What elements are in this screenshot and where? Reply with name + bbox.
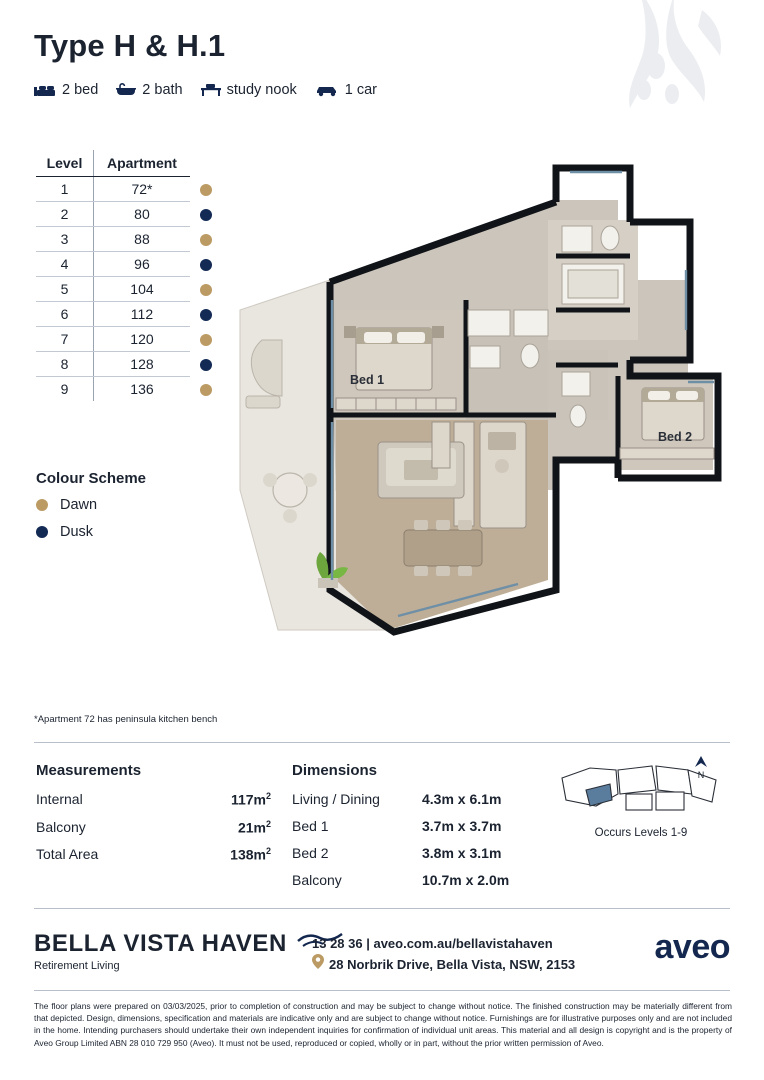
cell-apartment: 128 bbox=[93, 352, 190, 377]
dimension-value: 3.7m x 3.7m bbox=[422, 818, 502, 834]
page-title: Type H & H.1 bbox=[34, 28, 226, 63]
key-plan bbox=[552, 760, 730, 839]
room-label-bed1: Bed 1 bbox=[350, 373, 385, 387]
measurement-row-balcony bbox=[36, 819, 271, 836]
table-row bbox=[36, 177, 216, 202]
cell-apartment: 112 bbox=[93, 302, 190, 327]
table-row bbox=[36, 302, 216, 327]
legend-item-dusk bbox=[36, 524, 236, 540]
contact-phone-web[interactable]: 13 28 36 | aveo.com.au/bellavistahaven bbox=[312, 936, 553, 951]
car-icon bbox=[315, 83, 339, 97]
table-row bbox=[36, 277, 216, 302]
scheme-dot-dawn-icon bbox=[200, 184, 212, 196]
spec-car bbox=[315, 82, 377, 98]
cell-apartment: 88 bbox=[93, 227, 190, 252]
table-row bbox=[36, 202, 216, 227]
cell-apartment: 80 bbox=[93, 202, 190, 227]
dimension-label: Bed 1 bbox=[292, 818, 329, 834]
cell-level: 1 bbox=[36, 177, 93, 202]
cell-apartment: 96 bbox=[93, 252, 190, 277]
column-header-level: Level bbox=[36, 150, 93, 177]
location-pin-icon bbox=[312, 954, 324, 975]
column-header-apartment: Apartment bbox=[93, 150, 190, 177]
cell-scheme-dot bbox=[190, 252, 216, 277]
scheme-dot-dusk-icon bbox=[200, 309, 212, 321]
cell-scheme-dot bbox=[190, 177, 216, 202]
dimension-row-living bbox=[292, 791, 532, 807]
north-indicator bbox=[690, 756, 712, 780]
scheme-dot-dawn-icon bbox=[200, 384, 212, 396]
cell-apartment: 72* bbox=[93, 177, 190, 202]
bath-icon bbox=[116, 83, 136, 97]
brand-tagline: Retirement Living bbox=[34, 960, 120, 972]
cell-apartment: 136 bbox=[93, 377, 190, 402]
scheme-dot-dusk-icon bbox=[200, 259, 212, 271]
cell-level: 4 bbox=[36, 252, 93, 277]
spec-bath-label: 2 bath bbox=[142, 82, 183, 98]
cell-apartment: 104 bbox=[93, 277, 190, 302]
dimension-row-bed1 bbox=[292, 818, 532, 834]
floorplan-svg bbox=[218, 160, 738, 660]
cell-scheme-dot bbox=[190, 277, 216, 302]
legend-dot-dusk-icon bbox=[36, 526, 48, 538]
measurement-label: Total Area bbox=[36, 846, 99, 863]
brand-name: BELLA VISTA HAVEN bbox=[34, 930, 287, 957]
scheme-dot-dawn-icon bbox=[200, 284, 212, 296]
measurements-title: Measurements bbox=[36, 762, 142, 779]
cell-level: 6 bbox=[36, 302, 93, 327]
legend-label-dawn: Dawn bbox=[60, 497, 98, 513]
table-row bbox=[36, 227, 216, 252]
divider-footer-top bbox=[34, 908, 730, 909]
dimension-value: 10.7m x 2.0m bbox=[422, 872, 510, 888]
cell-level: 8 bbox=[36, 352, 93, 377]
spec-car-label: 1 car bbox=[344, 82, 378, 98]
measurement-unit: 2 bbox=[265, 818, 271, 829]
divider-top bbox=[34, 742, 730, 743]
cell-level: 3 bbox=[36, 227, 93, 252]
measurement-value-text: 138m bbox=[230, 846, 266, 863]
dimension-row-balcony bbox=[292, 872, 532, 888]
spec-bed bbox=[34, 82, 98, 98]
desk-icon bbox=[201, 83, 221, 97]
measurement-value bbox=[211, 846, 271, 863]
dimensions-section bbox=[292, 762, 532, 899]
bed-icon bbox=[34, 83, 56, 97]
cell-level: 9 bbox=[60, 381, 69, 397]
disclaimer-text: The floor plans were prepared on 03/03/2025, prior to completion of construction and may be subject to change without notice. The finished construction may be materially different from that depicted. Design, dimensions, specification and materials are indicative only and are subject to change without notice. Furnishings are for illustrative purposes only and are not included in the home. Intending purchasers should undertake their own independent inquiries for confirmation of individual unit areas. This material and all design is copyright and is the property of Aveo Group Limited ABN 28 010 729 950 (Aveo). It must not be used, reproduced or copied, wholly or in part, without the prior written permission of Aveo. bbox=[34, 1001, 732, 1048]
cell-level: 5 bbox=[36, 277, 93, 302]
legend-dot-dawn-icon bbox=[36, 499, 48, 511]
north-label: N bbox=[697, 770, 705, 780]
measurement-value-text: 117m bbox=[230, 791, 266, 808]
level-apartment-table bbox=[36, 150, 216, 401]
dimension-label: Living / Dining bbox=[292, 791, 380, 807]
table-row bbox=[36, 377, 216, 402]
scheme-dot-dusk-icon bbox=[200, 359, 212, 371]
spec-bed-label: 2 bed bbox=[62, 82, 99, 98]
cell-apartment: 120 bbox=[93, 327, 190, 352]
table-row bbox=[36, 327, 216, 352]
dimension-row-bed2 bbox=[292, 845, 532, 861]
cell-level: 7 bbox=[36, 327, 93, 352]
scheme-dot-dawn-icon bbox=[200, 334, 212, 346]
measurements-section bbox=[36, 762, 271, 874]
north-arrow-icon bbox=[694, 756, 708, 768]
legend-item-dawn bbox=[36, 497, 236, 513]
measurement-label: Internal bbox=[36, 791, 83, 807]
spec-study-label: study nook bbox=[226, 82, 297, 98]
measurement-row-total bbox=[36, 846, 271, 863]
divider-disclaimer bbox=[34, 990, 730, 991]
key-plan-caption: Occurs Levels 1-9 bbox=[594, 827, 688, 839]
dimension-label: Bed 2 bbox=[292, 845, 329, 861]
measurement-label: Balcony bbox=[36, 818, 86, 835]
measurement-value bbox=[211, 791, 271, 808]
legend-label-dusk: Dusk bbox=[60, 524, 94, 540]
cell-scheme-dot bbox=[190, 327, 216, 352]
contact-address-row bbox=[312, 954, 575, 975]
cell-scheme-dot bbox=[190, 227, 216, 252]
measurement-row-internal bbox=[36, 791, 271, 808]
room-label-bed2: Bed 2 bbox=[658, 430, 693, 444]
contact-address: 28 Norbrik Drive, Bella Vista, NSW, 2153 bbox=[329, 956, 576, 972]
colour-scheme-title: Colour Scheme bbox=[36, 470, 147, 487]
measurement-unit: 2 bbox=[265, 791, 271, 801]
footnote: *Apartment 72 has peninsula kitchen bench bbox=[34, 714, 218, 725]
aveo-logo: aveo bbox=[654, 928, 730, 966]
dimension-value: 3.8m x 3.1m bbox=[422, 845, 502, 861]
measurement-value-text: 21m bbox=[237, 819, 266, 836]
brand-block bbox=[34, 930, 343, 972]
dimension-label: Balcony bbox=[292, 872, 342, 888]
spec-study bbox=[201, 82, 297, 98]
cell-scheme-dot bbox=[190, 202, 216, 227]
dimension-value: 4.3m x 6.1m bbox=[422, 791, 502, 807]
measurement-value bbox=[211, 819, 271, 836]
colour-scheme-legend bbox=[36, 470, 236, 551]
table-row bbox=[36, 352, 216, 377]
scheme-dot-dusk-icon bbox=[200, 209, 212, 221]
contact-block bbox=[312, 934, 575, 975]
measurement-unit: 2 bbox=[265, 846, 271, 857]
spec-bath bbox=[116, 82, 182, 98]
decorative-watermark bbox=[584, 0, 754, 150]
table-header-row bbox=[36, 150, 216, 177]
cell-scheme-dot bbox=[190, 377, 216, 402]
cell-scheme-dot bbox=[190, 302, 216, 327]
table-row bbox=[36, 252, 216, 277]
spec-row bbox=[34, 82, 377, 98]
floorplan-illustration bbox=[218, 160, 738, 660]
cell-level: 2 bbox=[36, 202, 93, 227]
scheme-dot-dawn-icon bbox=[200, 234, 212, 246]
cell-scheme-dot bbox=[190, 352, 216, 377]
dimensions-title: Dimensions bbox=[292, 762, 378, 779]
